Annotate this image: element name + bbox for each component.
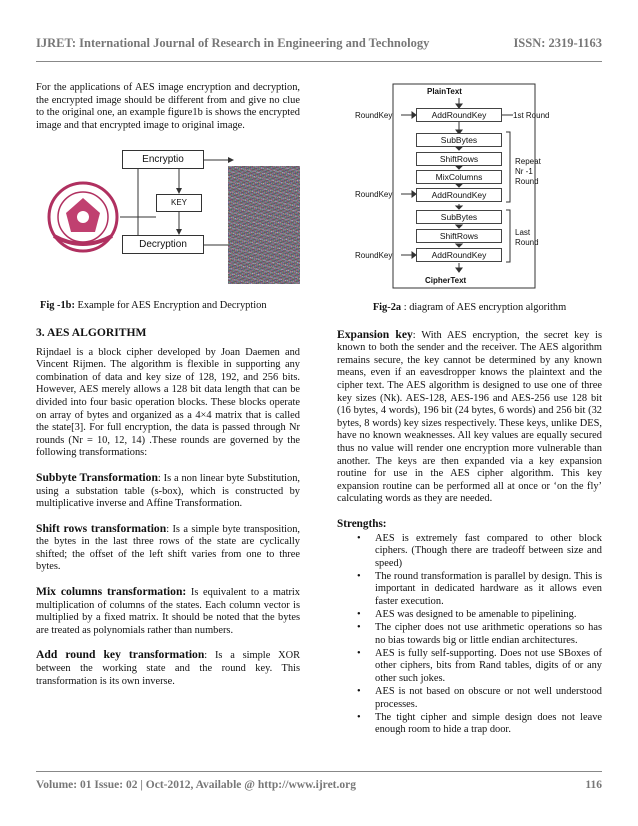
university-seal-icon bbox=[46, 180, 120, 254]
journal-title: IJRET: International Journal of Research in Engineering and Technology bbox=[36, 36, 430, 50]
encrypted-image bbox=[228, 166, 300, 284]
list-item: • AES is extremely fast compared to other block ciphers. (Though there are tradeoff between size and speed) bbox=[357, 533, 602, 571]
subbytes-box-1: SubBytes bbox=[416, 133, 502, 147]
subbyte-paragraph bbox=[36, 472, 300, 511]
expansion-key-paragraph bbox=[337, 329, 602, 506]
addroundkey-text: : Is a simple XOR between the working state and the round key. This transformation is its own inverse. bbox=[36, 650, 301, 687]
figure-2a-caption bbox=[337, 302, 602, 315]
key-box: KEY bbox=[156, 194, 202, 212]
first-round-label: 1st Round bbox=[513, 111, 550, 120]
left-column bbox=[36, 82, 300, 688]
roundkey-label-2: RoundKey bbox=[355, 190, 393, 199]
expansion-key-title: Expansion key bbox=[337, 327, 413, 341]
figure-2a-caption-id: Fig-2a bbox=[372, 302, 402, 313]
page-number: 116 bbox=[585, 779, 602, 791]
shiftrows-text: : Is a simple byte transposition, the bytes in the last three rows of the state are cyclically shifted; the offset of the left shift varies from one to three bytes. bbox=[36, 523, 300, 573]
expansion-key-text: : With AES encryption, the secret key is known to both the sender and the receiver. The AES algorithm remains secure, the key cannot be determined by any known means, even if an eavesdropper knows the plaintext and the cipher text. The AES algorithm is designed to use one of three key sizes (Nk). AES-128, AES-196 and AES-256 use 128 bit (16 bytes, 4 words), 196 bit (24 bytes, 6 words) and 256 bit (32 bytes, 8 words) key sizes respectively. These keys, unlike DES, have no known weaknesses. All key values are equally secured thus no value will render one encryption more vulnerable than another. The keys are then expanded via a key expansion routine for use in the AES cipher algorithm. This key expansion routine can be performed all at once or ‘on the fly’ calculating words as they are needed. bbox=[337, 329, 602, 505]
intro-paragraph: For the applications of AES image encryption and decryption, the encrypted image should be different from and give no clue to the original one, an example figure1b is shows the encrypted image and that encrypted image to original image. bbox=[36, 82, 300, 131]
list-item: • The tight cipher and simple design does not leave enough room to hide a trap door. bbox=[357, 712, 602, 737]
right-column bbox=[337, 82, 602, 738]
mixcolumns-paragraph bbox=[36, 586, 300, 637]
plaintext-label: PlainText bbox=[427, 87, 462, 96]
roundkey-label-3: RoundKey bbox=[355, 251, 393, 260]
shiftrows-box-1: ShiftRows bbox=[416, 152, 502, 166]
subbyte-title: Subbyte Transformation bbox=[36, 470, 158, 484]
figure-1b-caption-text: Example for AES Encryption and Decryption bbox=[74, 300, 267, 312]
list-item: • AES is not based on obscure or not well understood processes. bbox=[357, 686, 602, 711]
strengths-heading: Strengths: bbox=[337, 517, 387, 530]
figure-2a-caption-text: : diagram of AES encryption algorithm bbox=[401, 302, 567, 313]
subbyte-text: : Is a non linear byte Substitution, using a substation table (s-box), which is constructed by multiplicative inverse and Affine Transformation. bbox=[36, 472, 300, 510]
addroundkey-paragraph bbox=[36, 649, 300, 688]
page-header bbox=[36, 32, 602, 62]
addroundkey-title: Add round key transformation bbox=[36, 648, 205, 662]
list-item: • The round transformation is parallel by design. This is important in dedicated hardware as it allows even faster execution. bbox=[357, 571, 602, 609]
algorithm-paragraph: Rijndael is a block cipher developed by Joan Daemen and Vincent Rijmen. The algorithm is flexible in supporting any combination of data and key size of 128, 192, and 256 bits. However, AES merely allows a 128 bit data length that can be divided into four basic operation blocks. These blocks operate on array of bytes and organized as a 4×4 matrix that is called the state[3]. For full encryption, the data is passed through Nr rounds (Nr = 10, 12, 14) .These rounds are governed by the following transformations: bbox=[36, 346, 300, 459]
figure-1b-caption bbox=[40, 300, 300, 313]
strengths-list bbox=[357, 533, 602, 738]
repeat-label-1: Repeat bbox=[515, 157, 541, 166]
roundkey-label-1: RoundKey bbox=[355, 111, 393, 120]
subbytes-box-2: SubBytes bbox=[416, 210, 502, 224]
shiftrows-title: Shift rows transformation bbox=[36, 521, 167, 535]
addroundkey-box-1: AddRoundKey bbox=[416, 108, 502, 122]
repeat-label-2: Nr -1 bbox=[515, 167, 533, 176]
last-label-1: Last bbox=[515, 228, 531, 237]
ciphertext-label: CipherText bbox=[425, 276, 467, 285]
last-label-2: Round bbox=[515, 238, 539, 247]
issn: ISSN: 2319-1163 bbox=[513, 36, 602, 50]
section-heading: 3. AES ALGORITHM bbox=[36, 325, 147, 339]
shiftrows-paragraph bbox=[36, 523, 300, 574]
mixcolumns-text: Is equivalent to a matrix multiplication of columns of the states. Each column vector is multiplied by a fixed matrix. It should be noted that the bytes are treated as polynomials rather than numbers. bbox=[36, 587, 300, 636]
shiftrows-box-2: ShiftRows bbox=[416, 229, 502, 243]
addroundkey-box-3: AddRoundKey bbox=[416, 248, 502, 262]
figure-1b bbox=[36, 150, 300, 286]
decryption-box: Decryption bbox=[122, 235, 204, 254]
addroundkey-box-2: AddRoundKey bbox=[416, 188, 502, 202]
list-item: • The cipher does not use arithmetic operations so has no bias towards big or little endian architectures. bbox=[357, 622, 602, 647]
list-item: • AES is fully self-supporting. Does not use SBoxes of other ciphers, bits from Rand tables, digits of or any other such jokes. bbox=[357, 648, 602, 686]
repeat-label-3: Round bbox=[515, 177, 539, 186]
encryption-box: Encryptio bbox=[122, 150, 204, 169]
mixcolumns-title: Mix columns transformation: bbox=[36, 585, 187, 599]
figure-2a-diagram bbox=[355, 82, 581, 290]
page-footer bbox=[36, 771, 602, 791]
figure-1b-caption-id: Fig -1b: bbox=[40, 300, 75, 312]
list-item: • AES was designed to be amenable to pipelining. bbox=[357, 609, 602, 622]
mixcolumns-box: MixColumns bbox=[416, 170, 502, 184]
volume-info: Volume: 01 Issue: 02 | Oct-2012, Available @ http://www.ijret.org bbox=[36, 779, 356, 791]
